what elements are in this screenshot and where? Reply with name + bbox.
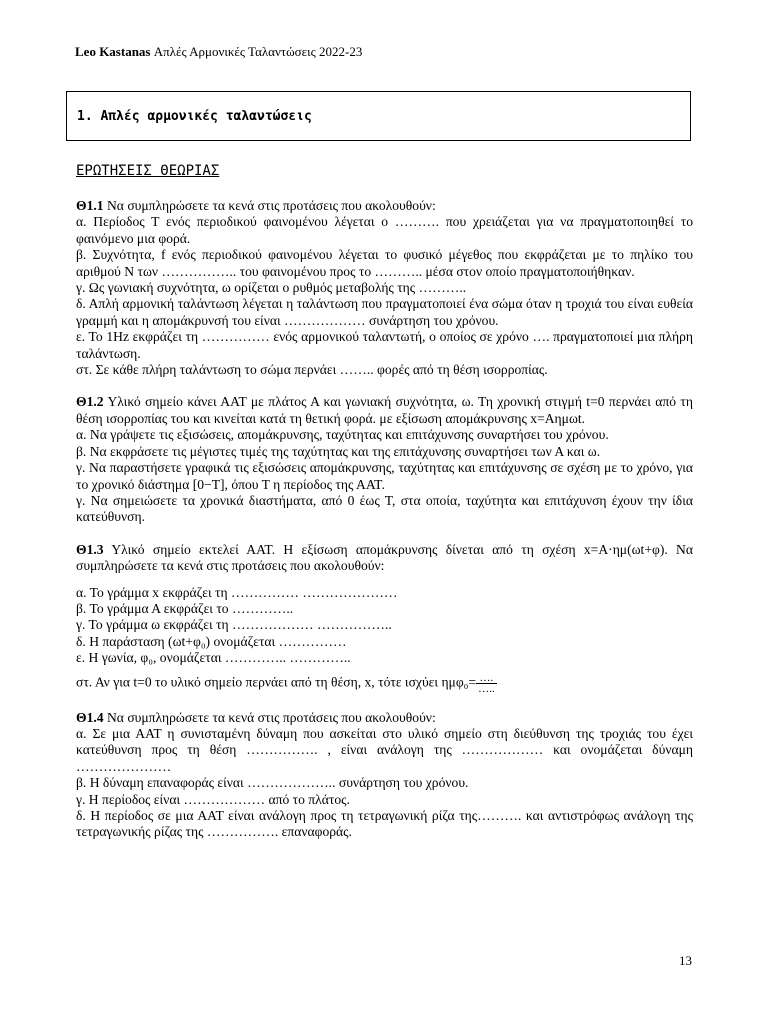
question-intro-text: Να συμπληρώσετε τα κενά στις προτάσεις που ακολουθούν: xyxy=(103,709,436,725)
list-item: δ. Απλή αρμονική ταλάντωση λέγεται η ταλάντωση που πραγματοποιεί ένα σώμα όταν η τροχιά του είναι ευθεία γραμμή και η απομάκρυνσή του είναι ……………… συνάρτηση του χρόνου. xyxy=(76,296,693,328)
question-intro-text: Υλικό σημείο κάνει ΑΑΤ με πλάτος Α και γωνιακή συχνότητα, ω. Τη χρονική στιγμή t=0 περνάει από τη θέση ισορροπίας του και κινείται κατά τη θετική φορά. με εξίσωση απομάκρυνσης x=Aημωt. xyxy=(76,394,693,426)
list-item: γ. Το γράμμα ω εκφράζει τη ……………… …………….. xyxy=(76,617,392,633)
list-item: ε. Η γωνία, φ₀, ονομάζεται ………….. ………….. xyxy=(76,650,351,666)
fraction-numerator: …. xyxy=(476,673,497,684)
question-1-1 xyxy=(76,198,693,378)
list-item: γ. Η περίοδος είναι ……………… από το πλάτος. xyxy=(76,791,350,807)
list-item: γ. Ως γωνιακή συχνότητα, ω ορίζεται ο ρυθμός μεταβολής της ……….. xyxy=(76,280,467,296)
list-item: β. Η δύναμη επαναφοράς είναι ……………….. συνάρτηση του χρόνου. xyxy=(76,775,469,791)
list-item: β. Το γράμμα Α εκφράζει το ………….. xyxy=(76,600,294,616)
list-item: α. Περίοδος Τ ενός περιοδικού φαινομένου λέγεται ο ………. που χρειάζεται για να πραγματοποιηθεί το φαινόμενο μια φορά. xyxy=(76,214,693,246)
list-item: α. Να γράψετε τις εξισώσεις, απομάκρυνσης, ταχύτητας και επιτάχυνσης συναρτήσει του χρόνου. xyxy=(76,427,609,443)
chapter-title: 1. Απλές αρμονικές ταλαντώσεις xyxy=(77,109,312,124)
list-item: β. Να εκφράσετε τις μέγιστες τιμές της ταχύτητας και της επιτάχυνσης συναρτήσει των Α και ω. xyxy=(76,443,601,459)
question-intro xyxy=(76,710,693,726)
list-item: στ. Σε κάθε πλήρη ταλάντωση το σώμα περνάει …….. φορές από τη θέση ισορροπίας. xyxy=(76,362,548,378)
question-number: Θ1.4 xyxy=(76,709,104,725)
page-header xyxy=(75,44,362,60)
question-1-2 xyxy=(76,394,693,525)
question-intro xyxy=(76,394,693,427)
header-author: Leo Kastanas xyxy=(75,44,151,59)
list-item: ε. Το 1Hz εκφράζει τη …………… ενός αρμονικού ταλαντωτή, ο οποίος σε χρόνο …. πραγματοποιεί μια πλήρη ταλάντωση. xyxy=(76,329,693,361)
fraction-denominator: ….. xyxy=(478,682,495,695)
list-item: δ. Η περίοδος σε μια ΑΑΤ είναι ανάλογη προς τη τετραγωνική ρίζα της………. και αντιστρόφως ανάλογη της τετραγωνικής ρίζας της ……………. επαναφοράς. xyxy=(76,808,693,840)
question-intro xyxy=(76,198,693,214)
question-1-4 xyxy=(76,710,693,841)
list-item xyxy=(76,673,693,694)
list-item: β. Συχνότητα, f ενός περιοδικού φαινομένου λέγεται το φυσικό μέγεθος που εκφράζεται με το πηλίκο του αριθμού Ν των …………….. του φαινομένου προς το ……….. μέσα στον οποίο πραγματοποιήθηκαν. xyxy=(76,247,693,279)
question-number: Θ1.1 xyxy=(76,198,104,213)
list-item: γ. Να παραστήσετε γραφικά τις εξισώσεις απομάκρυνσης, ταχύτητας και επιτάχυνσης σε σχέση με το χρόνο, για το χρονικό διάστημα [0−Τ], όπου Τ η περίοδος της ΑΑΤ. xyxy=(76,460,693,492)
list-item: α. Το γράμμα x εκφράζει τη …………… ………………… xyxy=(76,584,398,600)
question-intro-text: Υλικό σημείο εκτελεί ΑΑΤ. Η εξίσωση απομάκρυνσης δίνεται από τη σχέση x=A·ημ(ωt+φ). Να συμπληρώσετε τα κενά στις προτάσεις που ακολουθούν: xyxy=(76,541,693,574)
question-number: Θ1.2 xyxy=(76,394,104,410)
list-item: γ. Να σημειώσετε τα χρονικά διαστήματα, από 0 έως Τ, στα οποία, ταχύτητα και επιτάχυνση έχουν την ίδια κατεύθυνση. xyxy=(76,492,693,525)
list-item-text: στ. Αν για t=0 το υλικό σημείο περνάει από τη θέση, x, τότε ισχύει ημφ₀= xyxy=(76,674,477,690)
page-number: 13 xyxy=(679,953,692,968)
blank-fraction xyxy=(476,673,497,694)
questions-body xyxy=(76,198,693,857)
header-title: Απλές Αρμονικές Ταλαντώσεις 2022-23 xyxy=(150,44,363,59)
question-number: Θ1.3 xyxy=(76,541,104,557)
question-1-3 xyxy=(76,542,693,694)
list-item: δ. Η παράσταση (ωt+φ₀) ονομάζεται …………… xyxy=(76,633,347,649)
question-intro xyxy=(76,542,693,575)
chapter-title-box xyxy=(66,91,691,141)
list-item: α. Σε μια ΑΑΤ η συνισταμένη δύναμη που ασκείται στο υλικό σημείο στη διεύθυνση της τροχιάς του έχει κατεύθυνση προς τη θέση ……………. , είναι ανάλογη της ……………… και ονομάζεται δύναμη ………………… xyxy=(76,725,693,774)
section-heading: ΕΡΩΤΗΣΕΙΣ ΘΕΩΡΙΑΣ xyxy=(76,163,220,179)
question-intro-text: Να συμπληρώσετε τα κενά στις προτάσεις που ακολουθούν: xyxy=(103,198,436,213)
